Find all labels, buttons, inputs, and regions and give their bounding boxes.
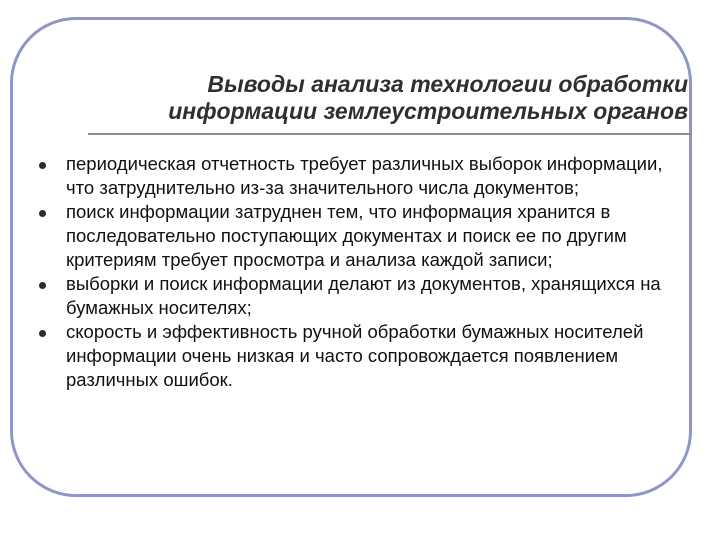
bullet-text: скорость и эффективность ручной обработки бумажных носителей информации очень низкая и часто сопровождается появлением различных ошибок. <box>66 321 644 390</box>
bullet-item <box>30 152 690 200</box>
bullet-text: поиск информации затруднен тем, что информация хранится в последовательно поступающих документах и поиск ее по другим критериям требует просмотра и анализа каждой записи; <box>66 201 627 270</box>
bullet-dot-icon <box>39 210 46 217</box>
bullet-text: выборки и поиск информации делают из документов, хранящихся на бумажных носителях; <box>66 273 661 318</box>
bullet-text: периодическая отчетность требует различных выборок информации, что затруднительно из-за значительного числа документов; <box>66 153 663 198</box>
bullet-dot-icon <box>39 162 46 169</box>
slide-title <box>60 71 688 125</box>
bullet-dot-icon <box>39 330 46 337</box>
bullet-dot-icon <box>39 282 46 289</box>
title-underline <box>88 133 692 135</box>
bullet-item <box>30 320 690 392</box>
bullet-item <box>30 272 690 320</box>
bullet-item <box>30 200 690 272</box>
title-line-1: Выводы анализа технологии обработки <box>207 71 688 97</box>
title-line-2: информации землеустроительных органов <box>168 98 688 124</box>
bullet-list <box>30 152 690 392</box>
